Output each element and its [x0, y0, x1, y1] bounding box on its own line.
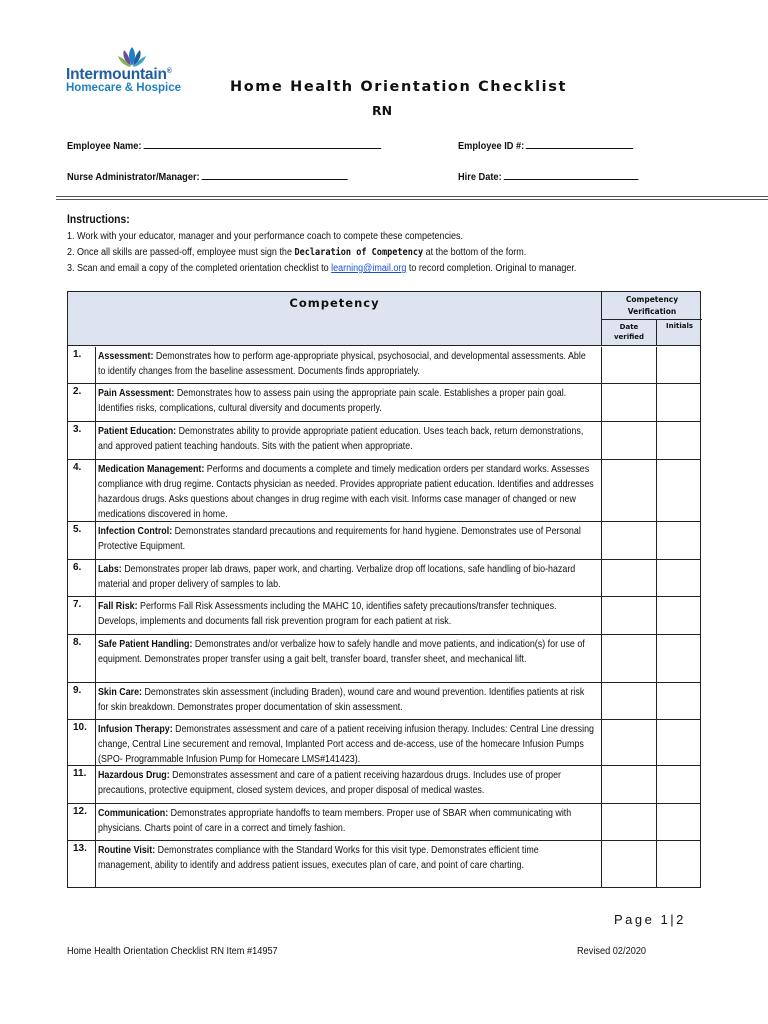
row-competency — [96, 522, 602, 559]
competency-title: Hazardous Drug: — [98, 770, 170, 781]
learning-email-link[interactable]: learning@imail.org — [331, 263, 407, 274]
row-number: 8. — [68, 635, 96, 682]
competency-title: Assessment: — [98, 351, 154, 362]
row-number: 10. — [68, 720, 96, 765]
initials-cell[interactable] — [657, 841, 702, 888]
initials-cell[interactable] — [657, 804, 702, 840]
competency-description: Demonstrates how to assess pain using the appropriate pain scale. Establishes a proper pain goal. Identifies risks, complications, cultural diversity and documents properly. — [98, 388, 567, 414]
row-competency — [96, 422, 602, 459]
row-number: 9. — [68, 683, 96, 719]
date-verified-cell[interactable] — [602, 766, 657, 803]
page-number: Page 1|2 — [614, 912, 686, 927]
initials-cell[interactable] — [657, 384, 702, 421]
initials-cell[interactable] — [657, 720, 702, 765]
competency-description: Demonstrates appropriate handoffs to team members. Proper use of SBAR when communicating with physicians. Charts point of care in a correct and timely fashion. — [98, 808, 572, 834]
date-verified-cell[interactable] — [602, 635, 657, 682]
header-verification: Competency Verification — [602, 292, 702, 320]
competency-title: Patient Education: — [98, 426, 177, 437]
row-number: 5. — [68, 522, 96, 559]
competency-title: Labs: — [98, 564, 122, 575]
row-competency — [96, 384, 602, 421]
table-row — [68, 422, 700, 460]
initials-cell[interactable] — [657, 522, 702, 559]
competency-description: Demonstrates compliance with the Standard Works for this visit type. Demonstrates efficient time management, ability to identify and address patient issues, executes plan of care, and point of care charting. — [98, 845, 539, 871]
header-initials: Initials — [665, 322, 694, 330]
competency-title: Infusion Therapy: — [98, 724, 173, 735]
table-row — [68, 347, 700, 384]
employee-name-line[interactable] — [143, 139, 381, 149]
competency-title: Routine Visit: — [98, 845, 156, 856]
competency-description: Performs and documents a complete and timely medication orders per standard works. Assesses compliance with drug regime. Contacts physician as needed. Provides appropriate patient education. Identifies and addresses hazardous drugs. Asks questions about changes in drug regime with each visit. Informs case manager of changed or new medications discovered in home. — [98, 464, 594, 520]
row-competency — [96, 597, 602, 634]
initials-cell[interactable] — [657, 560, 702, 596]
date-verified-cell[interactable] — [602, 597, 657, 634]
row-number: 12. — [68, 804, 96, 840]
hire-date-field[interactable] — [458, 170, 638, 183]
document-role: RN — [372, 103, 393, 118]
competency-title: Skin Care: — [98, 687, 143, 698]
employee-id-label: Employee ID #: — [458, 140, 525, 152]
competency-title: Pain Assessment: — [98, 388, 175, 399]
table-row — [68, 384, 700, 422]
table-row — [68, 683, 700, 720]
row-competency — [96, 347, 602, 383]
competency-description: Demonstrates skin assessment (including Braden), wound care and wound prevention. Identifies patients at risk for skin breakdown. Demonstrates proper documentation of skin assessment. — [98, 687, 585, 713]
date-verified-cell[interactable] — [602, 384, 657, 421]
row-number: 6. — [68, 560, 96, 596]
table-header — [68, 292, 700, 346]
manager-field[interactable] — [67, 170, 347, 183]
employee-id-field[interactable] — [458, 139, 633, 152]
employee-id-line[interactable] — [526, 139, 633, 149]
logo-subtitle: Homecare & Hospice — [66, 82, 182, 94]
table-row — [68, 635, 700, 683]
table-row — [68, 522, 700, 560]
competency-description: Performs Fall Risk Assessments including the MAHC 10, identifies safety precautions/transfer techniques. Develops, implements and documents fall risk prevention program for each patient at risk. — [98, 601, 557, 627]
competency-title: Infection Control: — [98, 526, 173, 537]
date-verified-cell[interactable] — [602, 683, 657, 719]
competency-description: Demonstrates assessment and care of a patient receiving infusion therapy. Includes: Central Line dressing change, Central Line securement and removal, Implanted Port access and de-access, use of the homecare Infusion Pumps (SPO- Programmable Infusion Pump for Homecare LMS#141423). — [98, 724, 595, 765]
row-competency — [96, 560, 602, 596]
row-number: 13. — [68, 841, 96, 888]
manager-label: Nurse Administrator/Manager: — [67, 171, 200, 183]
row-competency — [96, 460, 602, 521]
table-row — [68, 804, 700, 841]
competency-title: Safe Patient Handling: — [98, 639, 193, 650]
date-verified-cell[interactable] — [602, 841, 657, 888]
competency-description: Demonstrates assessment and care of a patient receiving hazardous drugs. Includes use of proper precautions, protective equipment, closed system devices, and proper disposal of medical wastes. — [98, 770, 562, 796]
table-row — [68, 841, 700, 888]
initials-cell[interactable] — [657, 683, 702, 719]
date-verified-cell[interactable] — [602, 804, 657, 840]
date-verified-cell[interactable] — [602, 522, 657, 559]
row-competency — [96, 766, 602, 803]
competency-title: Fall Risk: — [98, 601, 138, 612]
date-verified-cell[interactable] — [602, 560, 657, 596]
initials-cell[interactable] — [657, 347, 702, 383]
competency-description: Demonstrates ability to provide appropriate patient education. Uses teach back, return demonstrations, and approved patient teaching handouts. Sits with the patient when appropriate. — [98, 426, 584, 452]
instruction-2: 2. Once all skills are passed-off, employee must sign the Declaration of Competency at the bottom of the form. — [67, 247, 527, 258]
row-competency — [96, 683, 602, 719]
employee-name-label: Employee Name: — [67, 140, 142, 152]
header-date-verified: Date verified — [602, 320, 657, 346]
instruction-3: 3. Scan and email a copy of the completed orientation checklist to learning@imail.org to record completion. Original to manager. — [67, 263, 577, 274]
initials-cell[interactable] — [657, 460, 702, 521]
competency-title: Communication: — [98, 808, 169, 819]
competency-title: Medication Management: — [98, 464, 205, 475]
header-competency: Competency — [68, 292, 602, 345]
divider-top — [56, 196, 768, 197]
row-competency — [96, 841, 602, 888]
row-number: 11. — [68, 766, 96, 803]
table-row — [68, 460, 700, 522]
footer-revised: Revised 02/2020 — [577, 946, 647, 957]
competency-description: Demonstrates proper lab draws, paper work, and charting. Verbalize drop off locations, safe handling of bio-hazard material and proper delivery of samples to lab. — [98, 564, 576, 590]
hire-date-label: Hire Date: — [458, 171, 502, 183]
logo-wordmark: Intermountain® — [66, 66, 172, 83]
date-verified-cell[interactable] — [602, 460, 657, 521]
table-row — [68, 597, 700, 635]
initials-cell[interactable] — [657, 766, 702, 803]
table-row — [68, 766, 700, 804]
competency-description: Demonstrates standard precautions and requirements for hand hygiene. Demonstrates use of Personal Protective Equipment. — [98, 526, 581, 552]
competency-table — [67, 291, 701, 888]
row-number: 3. — [68, 422, 96, 459]
row-number: 1. — [68, 347, 96, 383]
intermountain-logo — [66, 44, 206, 100]
table-row — [68, 560, 700, 597]
document-title: Home Health Orientation Checklist — [230, 79, 568, 95]
manager-line[interactable] — [201, 170, 347, 180]
row-competency — [96, 804, 602, 840]
date-verified-cell[interactable] — [602, 347, 657, 383]
row-number: 4. — [68, 460, 96, 521]
employee-name-field[interactable] — [67, 139, 381, 152]
instruction-1: 1. Work with your educator, manager and your performance coach to compete these competencies. — [67, 231, 464, 242]
row-number: 7. — [68, 597, 96, 634]
instructions-heading: Instructions: — [67, 214, 130, 226]
row-number: 2. — [68, 384, 96, 421]
divider-bottom — [56, 199, 768, 200]
competency-description: Demonstrates how to perform age-appropriate physical, psychosocial, and developmental assessments. Able to identify changes from the baseline assessment. Documents finds appropriately. — [98, 351, 586, 377]
footer-item: Home Health Orientation Checklist RN Item #14957 — [67, 946, 278, 957]
row-competency — [96, 635, 602, 682]
table-row — [68, 720, 700, 766]
initials-cell[interactable] — [657, 597, 702, 634]
hire-date-line[interactable] — [503, 170, 638, 180]
initials-cell[interactable] — [657, 422, 702, 459]
date-verified-cell[interactable] — [602, 422, 657, 459]
initials-cell[interactable] — [657, 635, 702, 682]
date-verified-cell[interactable] — [602, 720, 657, 765]
competency-description: Demonstrates and/or verbalize how to safely handle and move patients, and indication(s) for use of equipment. Demonstrates proper transfer using a gait belt, transfer board, transfer sheet, and mechanical lift. — [98, 639, 585, 665]
row-competency — [96, 720, 602, 765]
